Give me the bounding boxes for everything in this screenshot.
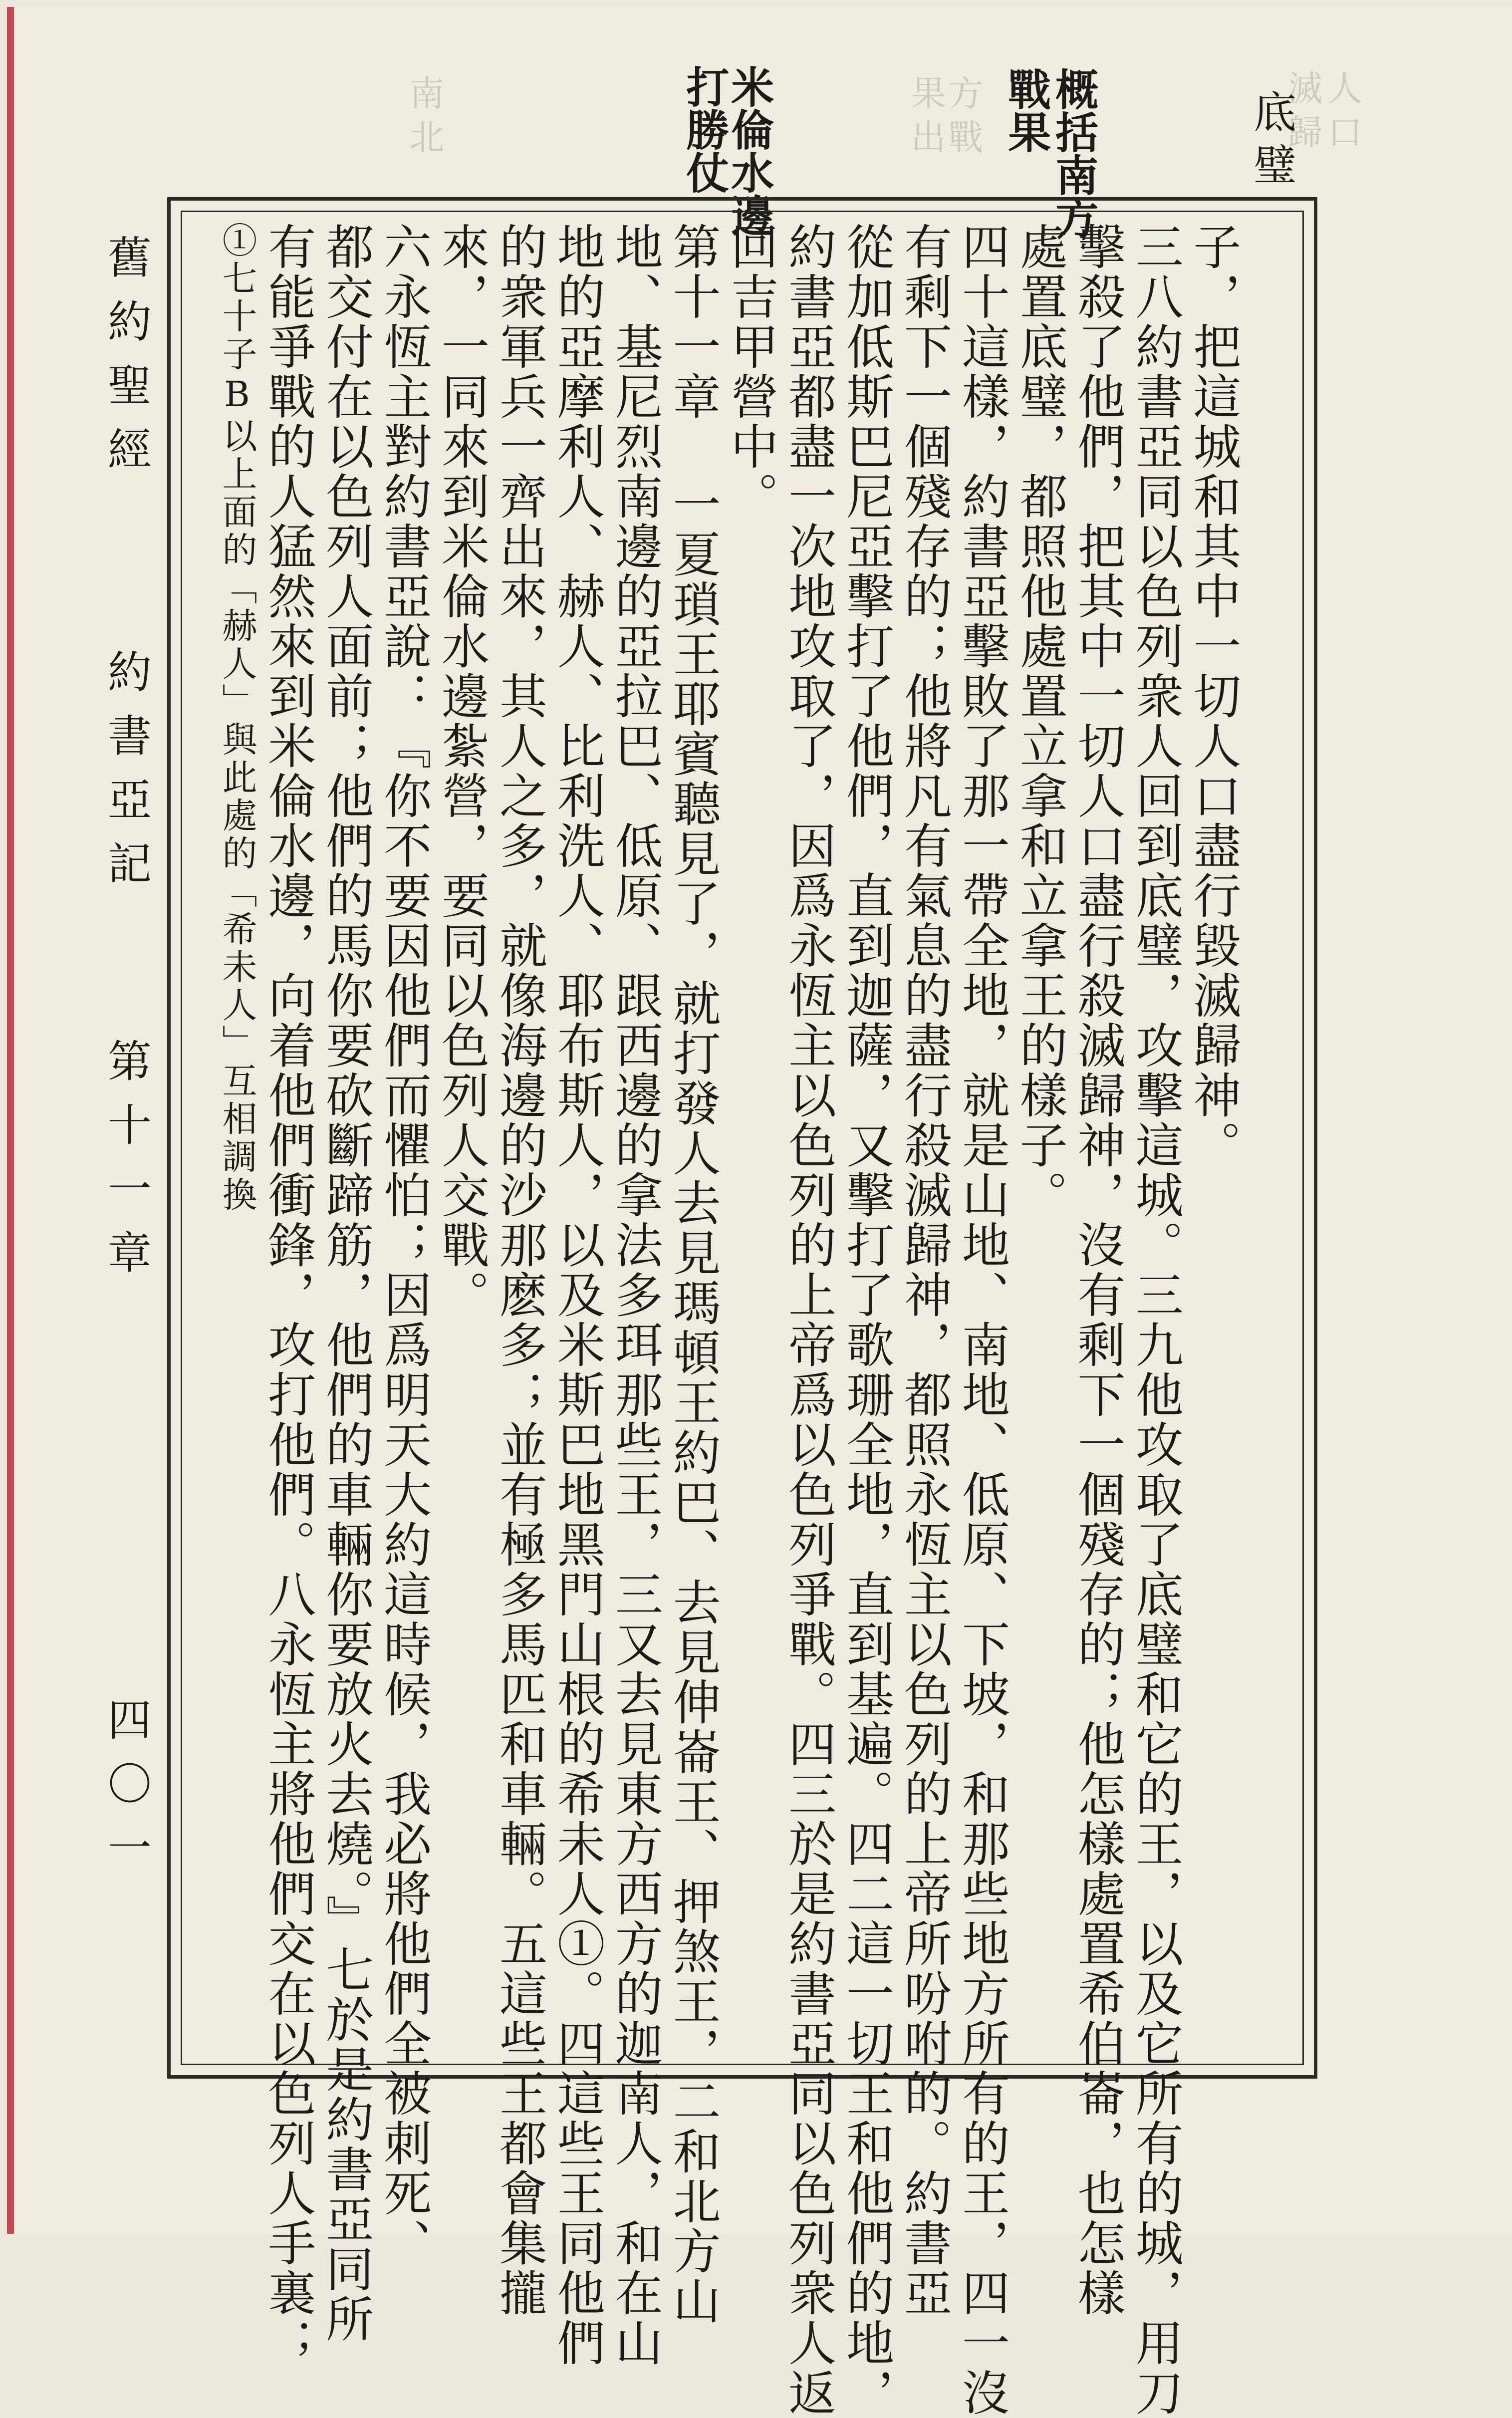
text-column: 擊殺了他們，把其中一切人口盡行殺滅歸神，沒有剩下一個殘存的；他怎樣處置希伯崙，也怎樣	[1070, 222, 1126, 2318]
text-column: 回吉甲營中。	[723, 222, 779, 522]
scripture-body	[217, 222, 1242, 2418]
text-column: 六永恆主對約書亞說：『你不要因他們而懼怕；因爲明天大約這時候，我必將他們全被刺死、	[376, 222, 432, 2268]
text-column: 約書亞都盡一次地攻取了，因爲永恆主以色列的上帝爲以色列爭戰。四三於是約書亞同以色列衆人返	[780, 222, 837, 2418]
chapter-label: 第十一章	[101, 1038, 152, 1294]
bleed-through-mark: 人口	[1322, 70, 1363, 158]
text-column: 有能爭戰的人猛然來到米倫水邊，向着他們衝鋒，攻打他們。八永恆主將他們交在以色列人手裏；	[260, 222, 316, 2368]
text-column: 有剩下一個殘存的；他將凡有氣息的盡行殺滅歸神，都照永恆主以色列的上帝所吩咐的。約書亞	[896, 222, 953, 2318]
text-column: 的衆軍兵一齊出來，其人之多，就像海邊的沙那麽多；並有極多馬匹和車輛。五這些王都會集攏	[492, 222, 548, 2318]
text-column: 都交付在以色列人面前；他們的馬你要砍斷蹄筋，他們的車輛你要放火去燒。』七於是約書亞同所	[318, 222, 374, 2344]
side-note-summary-line: 戰果	[1001, 67, 1051, 153]
text-column: 地、基尼烈南邊的亞拉巴、低原、跟西邊的拿法多珥那些王，三又去見東方西方的迦南人，和在山	[607, 222, 664, 2368]
book-name: 約書亞記	[101, 649, 152, 904]
text-column: 地的亞摩利人、赫人、比利洗人、耶布斯人，以及米斯巴地黑門山根的希未人①。四這些王同他們	[549, 222, 606, 2368]
text-column: 三八約書亞同以色列衆人回到底璧，攻擊這城。三九他攻取了底璧和它的王，以及它所有的城，用刀	[1128, 222, 1184, 2418]
bleed-through-mark: 方戰	[943, 75, 984, 163]
text-column: 從加低斯巴尼亞擊打了他們，直到迦薩，又擊打了歌珊全地，直到基遍。四二這一切王和他們的地，	[838, 222, 895, 2418]
bleed-through-mark: 滅歸	[1282, 70, 1323, 158]
chapter-heading-column: 第十一章 一夏瑣王耶賓聽見了，就打發人去見瑪頓王約巴、去見伸崙王、押煞王，二和北方山	[665, 222, 721, 2326]
bleed-through-mark: 南北	[404, 75, 445, 163]
bleed-through-mark: 果出	[905, 75, 946, 163]
side-note-merom-line: 米倫水邊	[724, 65, 774, 237]
side-note-summary-line: 概括南方	[1048, 67, 1099, 239]
footnote: ①七十子B以上面的「赫人」與此處的「希未人」互相調換	[217, 222, 257, 1214]
side-note-merom-line: 打勝仗	[679, 65, 730, 194]
text-column: 來，一同來到米倫水邊紮營，要同以色列人交戰。	[434, 222, 490, 1320]
text-column: 子，把這城和其中一切人口盡行毀滅歸神。	[1185, 222, 1242, 1170]
text-column: 處置底璧，都照他處置立拿和立拿王的樣子。	[1012, 222, 1068, 1220]
page-number: 四〇一	[101, 1697, 152, 1888]
text-column: 四十這樣，約書亞擊敗了那一帶全地，就是山地、南地、低原、下坡，和那些地方所有的王，四一沒	[954, 222, 1010, 2418]
side-note-dibi: 底璧	[1246, 90, 1296, 196]
book-title: 舊約聖經	[101, 235, 152, 490]
